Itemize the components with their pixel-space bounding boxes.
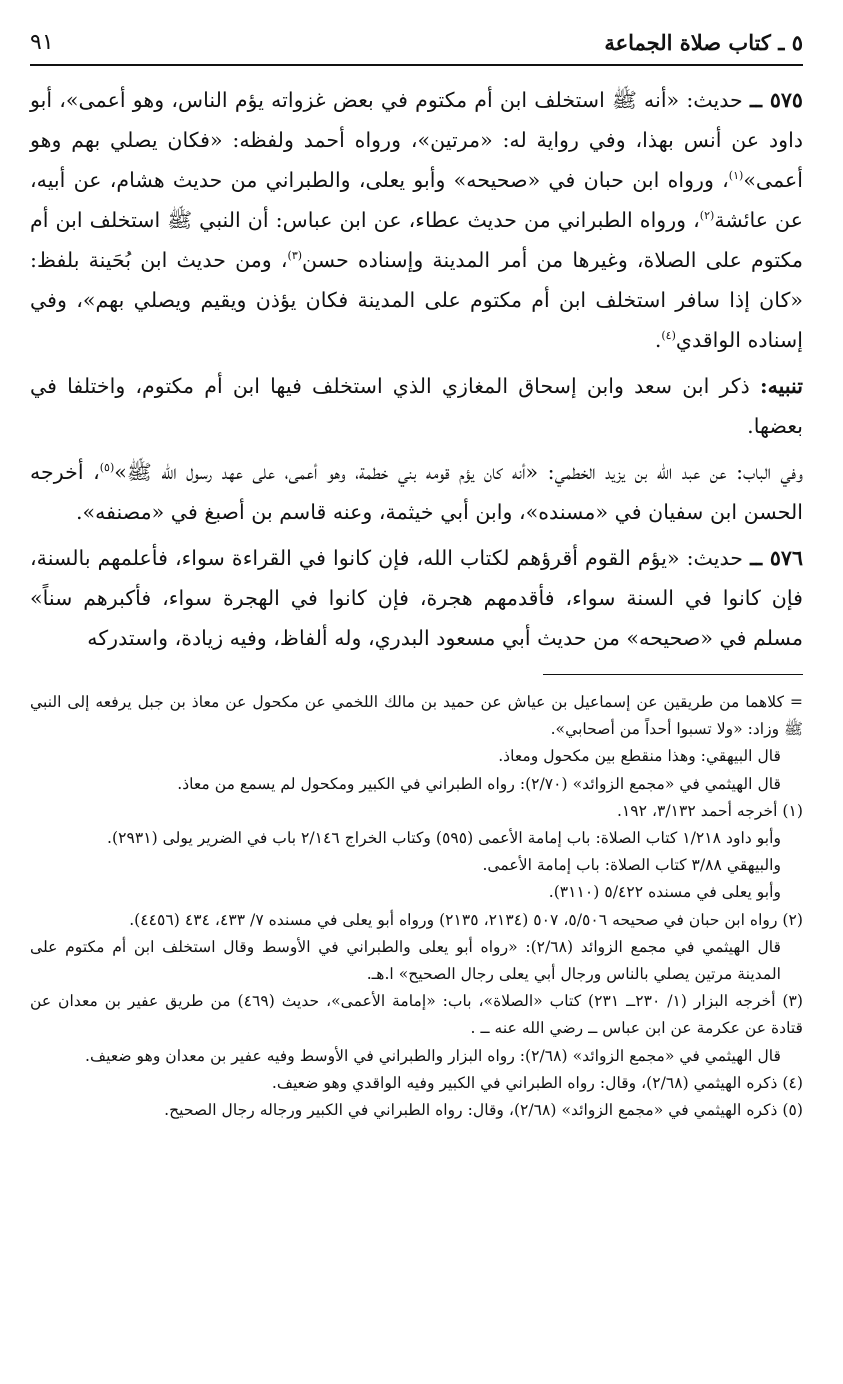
footnotes (30, 689, 803, 1124)
footnote-1-line: وأبو داود ١/٢١٨ كتاب الصلاة: باب إمامة الأعمى (٥٩٥) وكتاب الخراج ٢/١٤٦ باب في الضرير يولى (٢٩٣١). (107, 829, 781, 848)
footnote-divider (543, 674, 803, 675)
hadith-text: حديث: «أنه ﷺ استخلف ابن أم مكتوم في بعض غزواته يؤم الناس، وهو أعمى»، أبو داود عن أنس بهذا، وفي رواية له: «مرتين»، ورواه أحمد ولفظه: «فكان يصلي بهم وهو أعمى» (30, 88, 803, 192)
footnote-3: (٣) أخرجه البزار (١/ ٢٣٠ــ ٢٣١) كتاب «الصلاة»، باب: «إمامة الأعمى»، حديث (٤٦٩) من طريق عفير بن معدان عن قتادة عن عكرمة عن ابن عباس ــ رضي الله عنه ــ . (30, 992, 803, 1038)
bab-text: وفي الباب: عن عبد الله بن يزيد الخطمي: «أنه كان يؤم قومه بني خطمة، وهو أعمى، على عهد رسول الله ﷺ» (114, 460, 803, 484)
tanbih-label: تنبيه: (759, 374, 803, 398)
footnote-1: (١) أخرجه أحمد ٣/١٣٢، ١٩٢. (616, 801, 803, 820)
footnote-4: (٤) ذكره الهيثمي (٢/٦٨)، وقال: رواه الطبراني في الكبير وفيه الواقدي وهو ضعيف. (271, 1073, 803, 1092)
hadith-number: ٥٧٥ ــ (749, 88, 803, 112)
hadith-text: . (654, 328, 662, 352)
footnote-2: (٢) رواه ابن حبان في صحيحه ٥/٥٠٦، ٥٠٧ (٢١٣٤، ٢١٣٥) ورواه أبو يعلى في مسنده ٧/ ٤٣٣، ٤٣٤ (٤٤٥٦). (129, 910, 803, 929)
hadith-text: ، ومن حديث ابن بُحَينة بلفظ: «كان إذا سافر استخلف ابن أم مكتوم على المدينة فكان يؤذن ويقيم ويصلي بهم»، وفي إسناده الواقدي (30, 248, 803, 352)
footnote-continuation: = كلاهما من طريقين عن إسماعيل بن عياش عن حميد بن مالك اللخمي عن مكحول عن معاذ بن جبل يرفعه إلى النبي ﷺ وزاد: «ولا تسبوا أحداً من أصحابي». (30, 693, 803, 739)
footnote-ref-3[interactable]: (٣) (287, 249, 303, 263)
hadith-575 (30, 80, 803, 360)
hadith-text: ، ورواه ابن حبان في «صحيحه» وأبو يعلى، والطبراني من حديث هشام، عن أبيه، عن عائشة (30, 168, 804, 232)
footnote-1-line: والبيهقي ٣/٨٨ كتاب الصلاة: باب إمامة الأعمى. (482, 856, 781, 875)
bab-text: ، أخرجه الحسن ابن سفيان في «مسنده»، وابن أبي خيثمة، وعنه قاسم بن أصبغ في «مصنفه». (30, 460, 803, 524)
hadith-text: حديث: «يؤم القوم أقرؤهم لكتاب الله، فإن كانوا في القراءة سواء، فأعلمهم بالسنة، فإن كانوا في السنة سواء، فأقدمهم هجرة، فإن كانوا في الهجرة سواء، فأكبرهم سناً» مسلم في «صحيحه» من حديث أبي مسعود البدري، وله ألفاظ، وفيه زيادة، واستدركه (30, 546, 803, 650)
footnote-continuation: قال الهيثمي في «مجمع الزوائد» (٢/٧٠): رواه الطبراني في الكبير ومكحول لم يسمع من معاذ. (177, 774, 781, 793)
footnote-continuation: قال البيهقي: وهذا منقطع بين مكحول ومعاذ. (498, 747, 781, 766)
page-number: ٩١ (30, 30, 54, 55)
footnote-5: (٥) ذكره الهيثمي في «مجمع الزوائد» (٢/٦٨)، وقال: رواه الطبراني في الكبير ورجاله رجال الصحيح. (164, 1101, 803, 1120)
footnote-ref-2[interactable]: (٢) (699, 209, 715, 223)
hadith-number: ٥٧٦ ــ (750, 546, 804, 570)
bab-paragraph (30, 452, 803, 532)
tanbih-text: ذكر ابن سعد وابن إسحاق المغازي الذي استخلف فيها ابن أم مكتوم، واختلفا في بعضها. (30, 374, 803, 438)
footnote-1-line: وأبو يعلى في مسنده ٥/٤٢٢ (٣١١٠). (548, 883, 781, 902)
footnote-ref-5[interactable]: (٥) (99, 461, 115, 475)
page-header (30, 28, 803, 66)
main-text (30, 80, 803, 658)
book-page (30, 28, 803, 1368)
footnote-3-line: قال الهيثمي في «مجمع الزوائد» (٢/٦٨): رواه البزار والطبراني في الأوسط وفيه عفير بن معدان وهو ضعيف. (85, 1046, 781, 1065)
hadith-576 (30, 538, 803, 658)
running-title: ٥ ـ كتاب صلاة الجماعة (604, 30, 803, 55)
hadith-text: ، ورواه الطبراني من حديث عطاء، عن ابن عباس: أن النبي ﷺ استخلف ابن أم مكتوم على الصلاة، وغيرها من أمر المدينة وإسناده حسن (30, 208, 803, 272)
footnote-ref-1[interactable]: (١) (728, 169, 744, 183)
footnote-ref-4[interactable]: (٤) (661, 329, 676, 343)
footnote-2-line: قال الهيثمي في مجمع الزوائد (٢/٦٨): «رواه أبو يعلى والطبراني في الأوسط وقال استخلف ابن أم مكتوم على المدينة مرتين يصلي بالناس ورجال أبي يعلى رجال الصحيح» ا.هـ. (30, 937, 781, 984)
tanbih-note (30, 366, 803, 446)
